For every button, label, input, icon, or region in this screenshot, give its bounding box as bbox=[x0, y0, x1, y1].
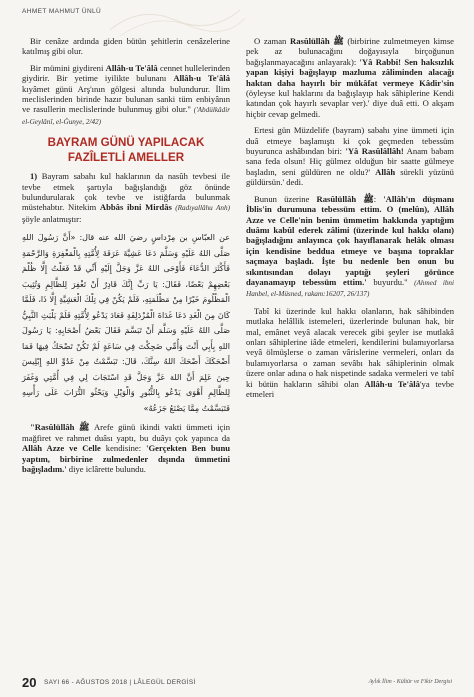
text: 'Yâ Rasûlâllâh! bbox=[345, 146, 404, 157]
paragraph bbox=[22, 422, 230, 474]
text: Bunun üzerine bbox=[254, 193, 317, 204]
text: 'Allâh'ın düşmanı İblis'in durumuna tebessüm ettim. O (melûn), Allâh Azze ve Celle'nin benim ümmetim hakkında yaptığım duâmı kabûl ederek zâlimi (üzerinde kul hakkı olanı) bağışladığını anlayınca çok hayıflanarak helâk olması için kendisine beddua etmeye ve başına topraklar saçmaya başladı. İşte bu nedenle ben onun bu sıkıntısından dolayı yaptığı şeyleri görünce dayanamayıp tebessüm ettim.' bbox=[246, 193, 454, 287]
text: (Radıyallâhu Anh) bbox=[171, 204, 230, 213]
text: cennet hullelerinden giydirir. Bir yetime iyilikte bulunanı bbox=[22, 62, 231, 84]
page-number: 20 bbox=[22, 675, 37, 690]
heading-line: BAYRAM GÜNÜ YAPILACAK bbox=[47, 136, 205, 150]
text: 'ya tevbe etmeleri bbox=[246, 378, 454, 399]
right-column bbox=[246, 36, 454, 405]
citation: ('Abdülkâdir el-Geylânî, el-Ğunye, 2/42) bbox=[22, 106, 230, 126]
text: Bir cenâze ardında giden bütün şehitlerin cenâzelerine katılmış gibi olur. bbox=[22, 36, 230, 57]
text: (öyleyse kul haklarını da bağışlayıp hak sâhiplerine Kendi katından çok hayırlı sevaplar ver).' diye duâ etti. O akşam hiçbir cevap gelmedi. bbox=[246, 88, 454, 119]
text: kıyâmet günü Arş'ının gölgesi altında bulundurur. İlim meclislerinden birinde hazır bulunan sanki tüm enbiyânın ve rasullerin meclislerinde bulunmuş gibi olur." bbox=[22, 83, 230, 115]
paragraph bbox=[246, 194, 454, 300]
paragraph bbox=[246, 36, 454, 119]
heading-line: FAZÎLETLİ AMELLER bbox=[67, 151, 185, 165]
text: Allâh-u Te'âlâ bbox=[105, 62, 158, 73]
text: buyurdu." bbox=[366, 276, 408, 287]
section-heading bbox=[22, 135, 230, 165]
text: (birbirine zulmetmeyen kimse pek az bulunacağını doğayısıyla birçoğunun bağışlanmayacağını anlayarak): bbox=[246, 36, 454, 67]
magazine-tagline: Aylık İlim - Kültür ve Fikir Dergisi bbox=[368, 679, 452, 685]
text: Allâh Azze ve Celle bbox=[22, 443, 101, 454]
issue-info: SAYI 66 - AĞUSTOS 2018 | LÂLEGÜL DERGİSİ bbox=[44, 679, 196, 686]
paragraph bbox=[22, 171, 230, 224]
author-name: AHMET MAHMUT ÜNLÜ bbox=[22, 8, 102, 15]
text: Anam babam sana feda olsun! Hiç gülmez olduğun bir saatte gülmeye başladın, seni güldüren ne oldu?' bbox=[246, 146, 454, 177]
paragraph bbox=[22, 63, 230, 127]
text: 'Yâ Rabbi! Sen haksızlık yapan kişiyi bağışlayıp mazluma zâliminden alacağı haktan daha hayırlı bir mükâfat vermeye Kâdir'sin bbox=[246, 56, 454, 88]
text: 1) bbox=[30, 171, 38, 182]
text: Rasûlüllâh ﷺ bbox=[289, 36, 344, 46]
paragraph bbox=[246, 306, 454, 400]
citation: (Ahmed ibni Hanbel, el-Müsned, rakam:16207, 26/137) bbox=[246, 278, 454, 299]
text: Allâh-u Te'âlâ bbox=[364, 378, 420, 389]
text: "Rasûlüllâh ﷺ bbox=[30, 422, 90, 433]
paragraph bbox=[246, 125, 454, 187]
decorative-ornament-icon bbox=[100, 0, 250, 40]
text: kendisine: bbox=[100, 443, 147, 454]
text: : bbox=[373, 193, 384, 204]
text: şöyle anlatmıştır: bbox=[22, 213, 82, 224]
text: Tabî ki üzerinde kul hakkı olanların, hak sâhibinden mutlaka helâllik istemeleri, üzerlerinde bulunan hak, bir mal, emânet veyâ alacak verecek gibi şeyler ise mutlakâ onları sâhiplerine iâde etmeleri, kendilerini bulamıyorlarsa veyâ ölmüşlerse o zaman vârislerine vermeleri, onları da bulamıyorlarsa o zaman sevâbı hak sâhiplerinin olmak üzere onlar adına o hak nispetinde sadaka vermeleri ve tabî ki bütün hakların sâhibi olan bbox=[246, 305, 454, 389]
text: diye iclârette bulundu. bbox=[66, 463, 146, 474]
text: O zaman bbox=[254, 36, 290, 46]
text: Bayram sabahı kul haklarının da nasûh tevbesi ile tevbe etmek şartıyla bağışlandığı göz önünde bulundurularak çok tevbe ve istiğfarda bulunmak müstehabtır. Nitekim bbox=[22, 171, 230, 213]
text: Bir mümini giydireni bbox=[30, 62, 106, 73]
paragraph bbox=[22, 36, 230, 57]
text: Abbâs ibni Mirdâs bbox=[99, 202, 172, 213]
left-column bbox=[22, 36, 230, 480]
text: sürekli yüzünü güldürsün.' dedi. bbox=[246, 166, 454, 188]
text: Allâh bbox=[375, 166, 396, 177]
text: Arefe günü ikindi vakti ümmeti için mağfiret ve rahmet duâsı yaptı, bu duâyı çok yapınca da bbox=[22, 422, 230, 443]
arabic-hadith: عن العبّاسِ بن مِرْداسٍ رضيَ الله عنه قال: «أَنَّ رَسُولَ اللهِ صَلَّى اللهُ عَلَيْهِ وَسَلَّمَ دَعَا عَشِيَّةَ عَرَفَةَ لِأُمَّتِهِ بِالْمَغْفِرَةِ وَالرَّحْمَةِ فَأَكْثَرَ الدُّعَاءَ فَأَوْحَى اللهُ عَزَّ وَجَلَّ إِلَيْهِ أَنِّي قَدْ فَعَلْتُ إِلَّا ظُلْمَ بَعْضِهِمْ بَعْضًا، فَقَالَ: يَا رَبِّ إِنَّكَ قَادِرٌ أَنْ تَغْفِرَ لِلظَّالِمِ وَتُثِيبَ الْمَظْلُومَ خَيْرًا مِنْ مَظْلَمَتِهِ، فَلَمْ يَكُنْ فِي تِلْكَ الْعَشِيَّةِ إِلَّا ذَا، فَلَمَّا كَانَ مِنَ الْغَدِ دَعَا غَدَاةَ الْمُزْدَلِفَةِ فَعَادَ يَدْعُو لِأُمَّتِهِ فَلَمْ يَلْبَثِ النَّبِيُّ صَلَّى اللهُ عَلَيْهِ وَسَلَّمَ أَنْ تَبَسَّمَ فَقَالَ بَعْضُ أَصْحَابِهِ: يَا رَسُولَ اللهِ بِأَبِي أَنْتَ وَأُمِّي ضَحِكْتَ فِي سَاعَةٍ لَمْ تَكُنْ تَضْحَكُ فِيهَا فَمَا أَضْحَكَكَ أَضْحَكَ اللهُ سِنَّكَ، قَالَ: تَبَسَّمْتُ مِنْ عَدُوِّ اللهِ إِبْلِيسَ حِينَ عَلِمَ أَنَّ اللهَ عَزَّ وَجَلَّ قَدِ اسْتَجَابَ لِي فِي أُمَّتِي وَغَفَرَ لِلظَّالِمِ أَهْوَى يَدْعُو بِالثُّبُورِ وَالْوَيْلِ وَيَحْثُو التُّرَابَ عَلَى رَأْسِهِ فَتَبَسَّمْتُ مِمَّا يَصْنَعُ جَزَعُهُ» bbox=[22, 233, 230, 413]
page-footer bbox=[22, 676, 452, 690]
text: Rasûlüllâh ﷺ bbox=[316, 193, 374, 204]
text: Allâh-u Te'âlâ bbox=[173, 73, 230, 84]
text: 'Gerçekten Ben bunu yaptım, birbirine zulmedenler dışında ümmetini bağışladım.' bbox=[22, 443, 230, 474]
text: Ertesi gün Müzdelife (bayram) sabahı yine ümmeti için duâ etmeye başlamıştı ki çok geçmeden tebessüm buyurunca ashâbından biri: bbox=[246, 125, 454, 157]
